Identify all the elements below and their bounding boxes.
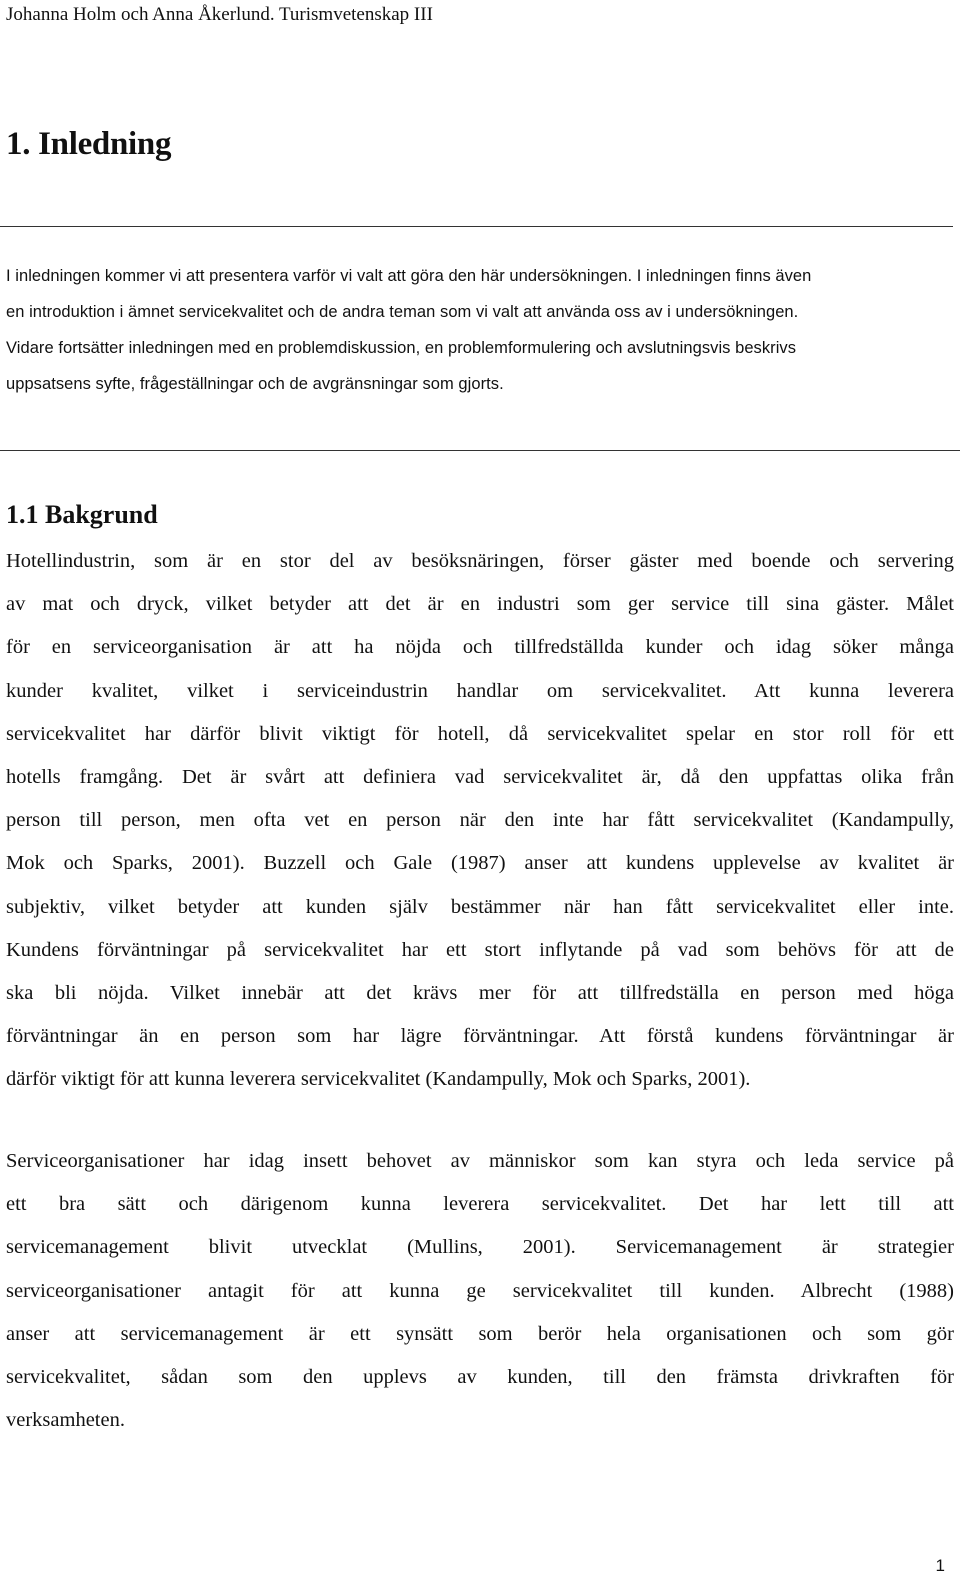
text-line: servicekvalitet, sådan som den upplevs av kunden, till den främsta drivkraften för [6,1366,954,1389]
section-heading: 1.1 Bakgrund [6,500,158,529]
body-paragraph-2 [6,1140,954,1442]
text-line: person till person, men ofta vet en person när den inte har fått servicekvalitet (Kandampully, [6,809,954,832]
text-line: för en serviceorganisation är att ha nöjda och tillfredställda kunder och idag söker många [6,636,954,659]
text-line: Mok och Sparks, 2001). Buzzell och Gale (1987) anser att kundens upplevelse av kvalitet är [6,852,954,875]
text-line: subjektiv, vilket betyder att kunden själv bestämmer när han fått servicekvalitet eller inte. [6,895,954,918]
text-line: servicemanagement blivit utvecklat (Mullins, 2001). Servicemanagement är strategier [6,1236,954,1259]
text-line: serviceorganisationer antagit för att kunna ge servicekvalitet till kunden. Albrecht (1988) [6,1279,954,1302]
divider-bottom [0,450,960,451]
intro-line: I inledningen kommer vi att presentera varför vi valt att göra den här undersökningen. I inledningen finns även [6,267,812,285]
text-line: av mat och dryck, vilket betyder att det är en industri som ger service till sina gäster. Målet [6,593,954,616]
intro-line: Vidare fortsätter inledningen med en problemdiskussion, en problemformulering och avslutningsvis beskrivs [6,339,797,357]
text-line: ett bra sätt och därigenom kunna leverera servicekvalitet. Det har lett till att [6,1193,954,1216]
intro-line: en introduktion i ämnet servicekvalitet och de andra teman som vi valt att använda oss av i undersökningen. [6,303,799,321]
divider-top [0,226,953,227]
text-line: förväntningar än en person som har lägre förväntningar. Att förstå kundens förväntningar är [6,1025,954,1048]
text-line: servicekvalitet har därför blivit viktigt för hotell, då servicekvalitet spelar en stor roll för ett [6,722,954,745]
text-line: verksamheten. [6,1409,125,1432]
text-line: anser att servicemanagement är ett synsätt som berör hela organisationen och som gör [6,1322,954,1345]
text-line: hotells framgång. Det är svårt att definiera vad servicekvalitet är, då den uppfattas olika från [6,766,954,789]
text-line: ska bli nöjda. Vilket innebär att det krävs mer för att tillfredställa en person med höga [6,982,954,1005]
intro-paragraph [6,258,954,402]
text-line: Kundens förväntningar på servicekvalitet har ett stort inflytande på vad som behövs för att de [6,938,954,961]
text-line: kunder kvalitet, vilket i serviceindustrin handlar om servicekvalitet. Att kunna leverera [6,679,954,702]
text-line: Serviceorganisationer har idag insett behovet av människor som kan styra och leda service på [6,1150,954,1172]
body-paragraph-1 [6,540,954,1102]
chapter-heading: 1. Inledning [6,126,172,162]
page-number: 1 [935,1556,945,1575]
text-line: därför viktigt för att kunna leverera servicekvalitet (Kandampully, Mok och Sparks, 2001). [6,1068,751,1091]
intro-line: uppsatsens syfte, frågeställningar och de avgränsningar som gjorts. [6,375,504,393]
running-header: Johanna Holm och Anna Åkerlund. Turismvetenskap III [6,4,433,25]
text-line: Hotellindustrin, som är en stor del av besöksnäringen, förser gäster med boende och servering [6,550,954,572]
